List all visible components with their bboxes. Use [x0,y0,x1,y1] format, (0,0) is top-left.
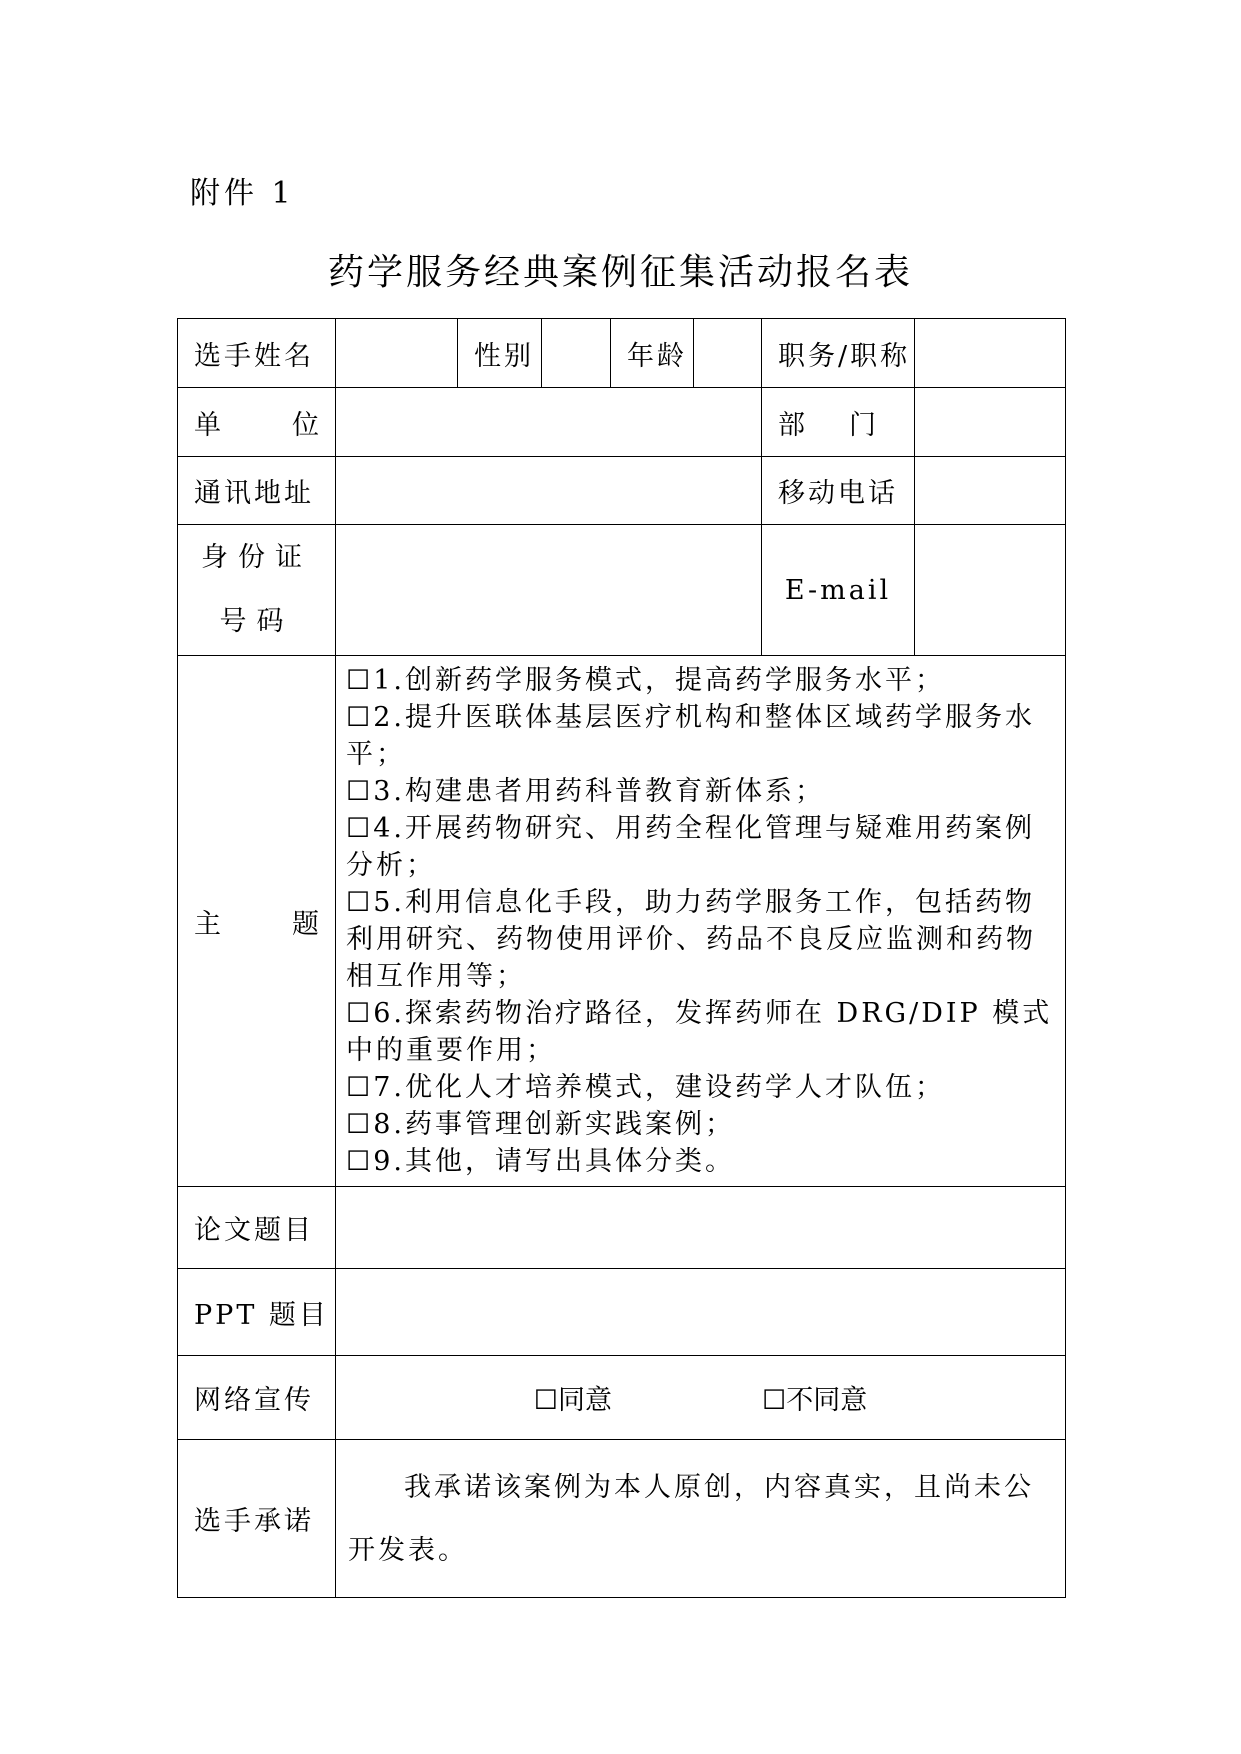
topic-option[interactable]: ☐6.探索药物治疗路径，发挥药师在 DRG/DIP 模式中的重要作用； [346,998,1053,1066]
age-label: 年龄 [611,319,694,388]
name-field[interactable] [336,319,458,388]
topic-option[interactable]: ☐1.创新药学服务模式，提高药学服务水平； [346,665,945,696]
address-field[interactable] [336,457,762,525]
mobile-label: 移动电话 [762,457,915,525]
topic-option[interactable]: ☐5.利用信息化手段，助力药学服务工作，包括药物利用研究、药物使用评价、药品不良反应监测和药物相互作用等； [346,887,1036,992]
age-field[interactable] [694,319,762,388]
id-number-label: 身份证 号码 [178,525,336,656]
id-number-field[interactable] [336,525,762,656]
unit-field[interactable] [336,388,762,457]
pledge-label: 选手承诺 [178,1440,336,1598]
name-label: 选手姓名 [178,319,336,388]
email-field[interactable] [915,525,1066,656]
disagree-checkbox[interactable]: ☐不同意 [762,1385,868,1416]
email-label: E-mail [762,525,915,656]
pledge-text: 我承诺该案例为本人原创，内容真实，且尚未公开发表。 [336,1440,1066,1598]
topic-option[interactable]: ☐4.开展药物研究、用药全程化管理与疑难用药案例分析； [346,813,1035,881]
address-label: 通讯地址 [178,457,336,525]
topic-option[interactable]: ☐3.构建患者用药科普教育新体系； [346,776,825,807]
mobile-field[interactable] [915,457,1066,525]
ppt-title-label: PPT 题目 [178,1269,336,1356]
promotion-label: 网络宣传 [178,1356,336,1440]
ppt-title-field[interactable] [336,1269,1066,1356]
topic-option[interactable]: ☐8.药事管理创新实践案例； [346,1109,735,1140]
paper-title-field[interactable] [336,1187,1066,1269]
registration-form-table [177,318,1066,1598]
paper-title-label: 论文题目 [178,1187,336,1269]
position-field[interactable] [915,319,1066,388]
department-field[interactable] [915,388,1066,457]
topic-option[interactable]: ☐9.其他，请写出具体分类。 [346,1146,735,1177]
topic-option[interactable]: ☐7.优化人才培养模式，建设药学人才队伍； [346,1072,945,1103]
topic-options [336,656,1066,1187]
topic-label: 主 题 [178,656,336,1187]
department-label: 部 门 [762,388,915,457]
gender-label: 性别 [458,319,542,388]
attachment-label: 附件 1 [190,176,295,211]
position-label: 职务/职称 [762,319,915,388]
promotion-options [336,1356,1066,1440]
agree-checkbox[interactable]: ☐同意 [533,1385,612,1416]
unit-label: 单 位 [178,388,336,457]
topic-option[interactable]: ☐2.提升医联体基层医疗机构和整体区域药学服务水平； [346,702,1035,770]
form-title: 药学服务经典案例征集活动报名表 [327,252,913,293]
gender-field[interactable] [542,319,611,388]
